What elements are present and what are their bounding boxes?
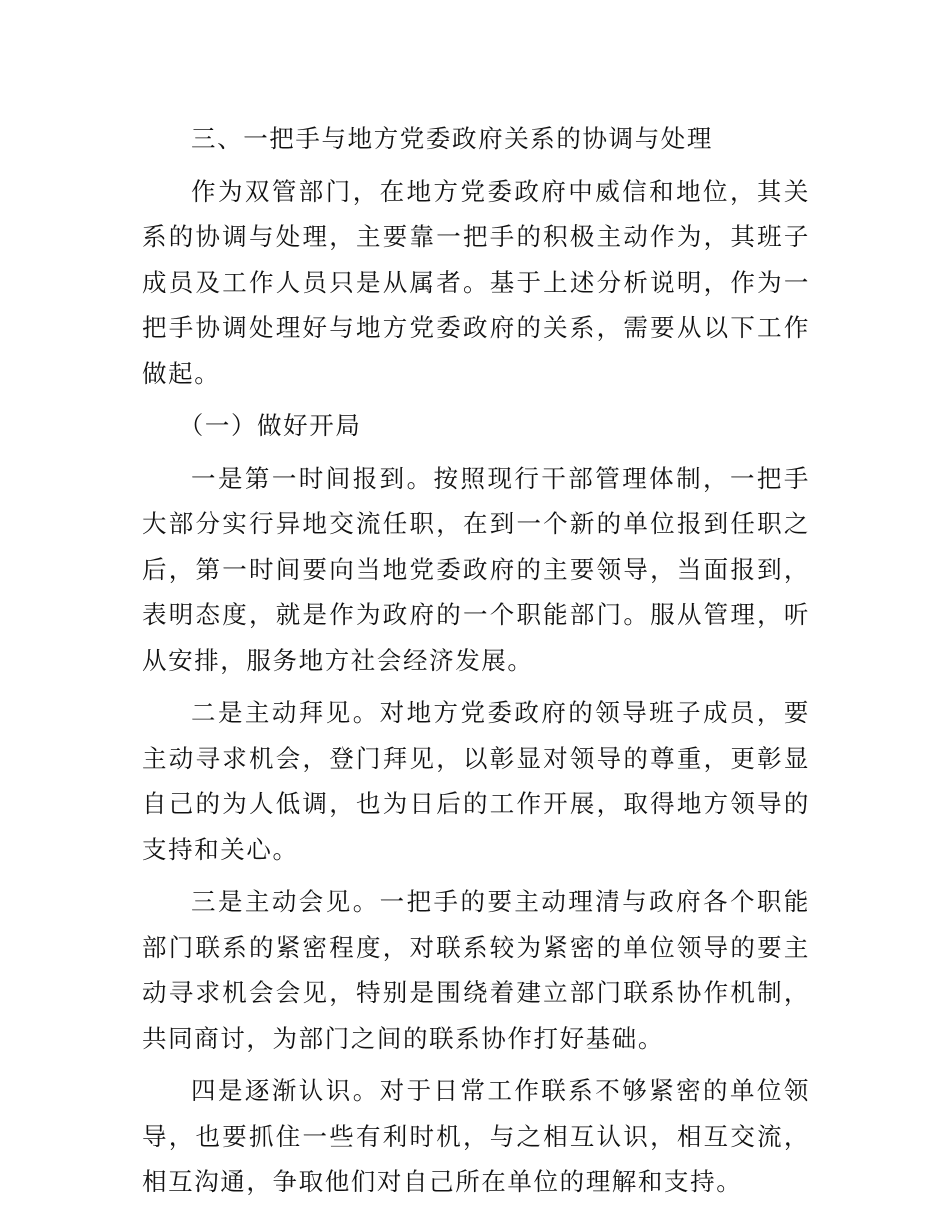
section-heading: 三、一把手与地方党委政府关系的协调与处理 — [191, 124, 713, 153]
intro-paragraph: 作为双管部门，在地方党委政府中威信和地位，其关系的协调与处理，主要靠一把手的积极主动作为，其班子成员及工作人员只是从属者。基于上述分析说明，作为一把手协调处理好与地方党委政府的关系，需要从以下工作做起。 — [142, 176, 810, 388]
subsection-heading: （一）做好开局 — [178, 411, 362, 440]
paragraph-first-report: 一是第一时间报到。按照现行干部管理体制，一把手大部分实行异地交流任职，在到一个新的单位报到任职之后，第一时间要向当地党委政府的主要领导，当面报到，表明态度，就是作为政府的一个职能部门。服从管理，听从安排，服务地方社会经济发展。 — [142, 463, 810, 675]
paragraph-active-visit: 二是主动拜见。对地方党委政府的领导班子成员，要主动寻求机会，登门拜见，以彰显对领导的尊重，更彰显自己的为人低调，也为日后的工作开展，取得地方领导的支持和关心。 — [142, 698, 810, 864]
paragraph-active-meeting: 三是主动会见。一把手的要主动理清与政府各个职能部门联系的紧密程度，对联系较为紧密的单位领导的要主动寻求机会会见，特别是围绕着建立部门联系协作机制，共同商讨，为部门之间的联系协作打好基础。 — [142, 887, 810, 1053]
paragraph-gradual-acquaintance: 四是逐渐认识。对于日常工作联系不够紧密的单位领导，也要抓住一些有利时机，与之相互认识，相互交流，相互沟通，争取他们对自己所在单位的理解和支持。 — [142, 1076, 810, 1196]
document-body — [142, 116, 810, 1205]
